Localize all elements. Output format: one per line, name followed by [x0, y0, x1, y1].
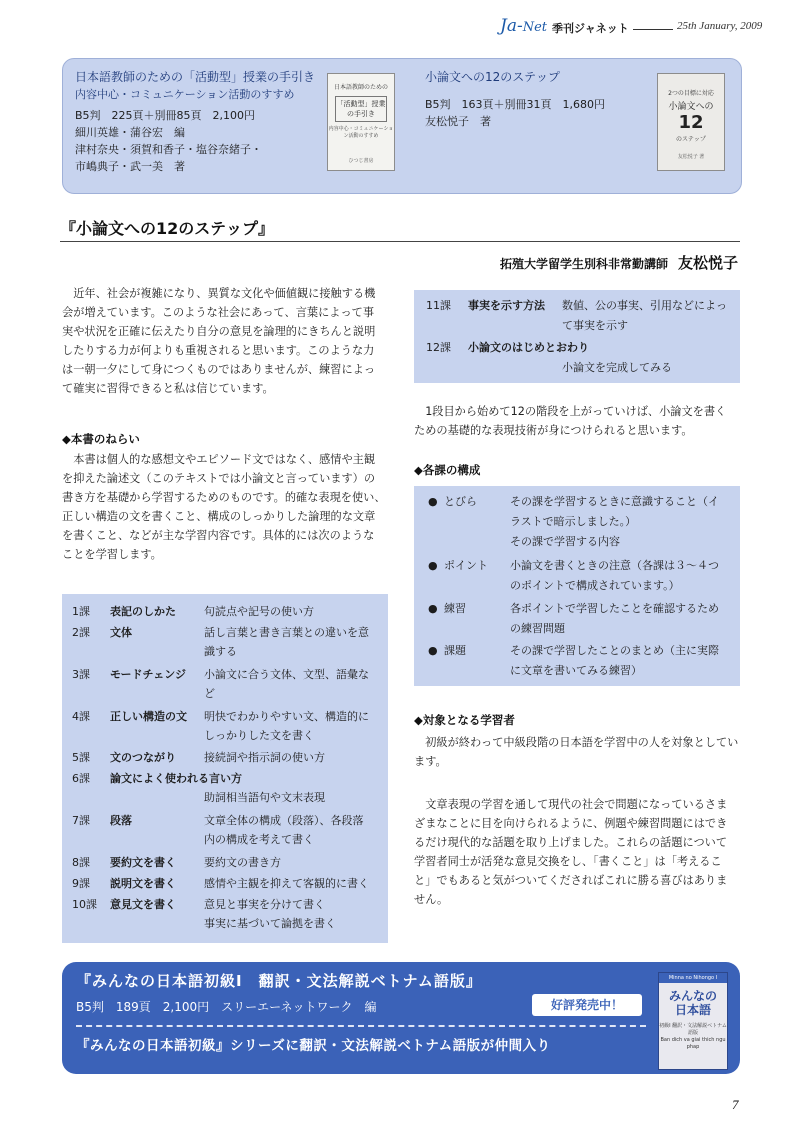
cover-c: 12: [678, 112, 704, 133]
author-affiliation: 拓殖大学留学生別科非常勤講師: [499, 257, 668, 271]
lesson-title: 論文によく使われる言い方: [110, 772, 242, 785]
steps-paragraph: [414, 402, 740, 440]
left-book-spec: B5判 225頁＋別冊85頁 2,100円: [75, 109, 256, 122]
lesson-number: 11課: [426, 299, 451, 312]
left-book-editors: 細川英雄・蒲谷宏 編: [75, 126, 185, 139]
closing-line: 文章表現の学習を通して現代の社会で問題になっているさま: [425, 798, 728, 811]
lesson-title: 事実を示す方法: [468, 299, 545, 312]
lesson-desc: 感情や主観を抑えて客観的に書く: [204, 877, 369, 890]
lesson-title: 小論文のはじめとおわり: [468, 341, 589, 354]
closing-line: ざまなことに目を向けられるように、例題や練習問題にはでき: [414, 817, 728, 830]
cover-b: 小論文への: [668, 102, 714, 112]
structure-desc: その課を学習するときに意識すること（イ ラストで暗示しました。） その課で学習する内容: [510, 495, 719, 548]
structure-label: とびら: [444, 495, 477, 508]
intro-line: 会が増えています。このような社会にあって、言葉によって事: [62, 306, 375, 319]
structure-label: 練習: [444, 602, 466, 615]
right-book-info: [425, 69, 605, 130]
lesson-desc: 明快でわかりやすい文、構造的に しっかりした文を書く: [204, 710, 369, 742]
steps-line: ための基礎的な表現技術が身につけられると思います。: [414, 424, 693, 437]
left-book-title: 日本語教師のための「活動型」授業の手引き: [75, 70, 316, 84]
left-book-info: [75, 69, 315, 175]
lesson-number: 5課: [72, 751, 90, 764]
lesson-number: 10課: [72, 898, 97, 911]
cover-a: 2つの目標に対応: [668, 90, 714, 97]
bullet-icon: ●: [428, 495, 438, 508]
header-rule: [633, 29, 673, 30]
lesson-title: 要約文を書く: [110, 856, 176, 869]
aim-line: を書くこと、などが主な学習内容です。具体的には次のような: [62, 529, 375, 542]
lesson-title: 文体: [110, 626, 132, 639]
lesson-number: 8課: [72, 856, 90, 869]
lesson-desc: 接続詞や指示詞の使い方: [204, 751, 325, 764]
lesson-number: 6課: [72, 772, 90, 785]
bullet-icon: ●: [428, 644, 438, 657]
book-info-box: [62, 58, 742, 194]
lesson-title: 表記のしかた: [110, 605, 176, 618]
closing-line: せん。: [414, 893, 449, 906]
lesson-title: 意見文を書く: [110, 898, 176, 911]
lessons-table: [62, 594, 388, 943]
article-title: 『小論文への12のステップ』: [60, 219, 274, 238]
closing-paragraph: [414, 795, 740, 909]
lesson-desc: 小論文を完成してみる: [562, 361, 672, 374]
now-on-sale-badge: 好評発売中！: [532, 994, 642, 1016]
left-book-authors-1: 津村奈央・須賀和香子・塩谷奈緒子・: [75, 143, 262, 156]
lesson-title: 正しい構造の文: [110, 710, 187, 723]
cover3-main: みんなの 日本語: [668, 989, 717, 1017]
lesson-number: 4課: [72, 710, 90, 723]
target-heading: ◆対象となる学習者: [414, 713, 515, 727]
issue-date: 25th January, 2009: [677, 20, 763, 32]
structure-desc: 各ポイントで学習したことを確認するため の練習問題: [510, 602, 719, 635]
lesson-number: 12課: [426, 341, 451, 354]
lesson-desc: 句読点や記号の使い方: [204, 605, 314, 618]
right-book-author: 友松悦子 著: [425, 115, 491, 128]
left-book-subtitle: 内容中心・コミュニケーション活動のすすめ: [75, 88, 295, 101]
structure-label: 課題: [444, 644, 466, 657]
cover-publisher: ひつじ書房: [348, 158, 374, 164]
lesson-desc: 文章全体の構成（段落）、各段落 内の構成を考えて書く: [204, 814, 364, 846]
title-rule: [60, 241, 740, 242]
aim-line: を抑えた論述文（このテキストでは小論文と言っています）の: [62, 472, 376, 485]
cover3-sub: 初級Ⅰ 翻訳・文法解説ベトナム語版 Ban dich va giai thich ngu phap: [659, 1023, 727, 1050]
closing-line: るだけ現代的な話題を取り上げました。これらの話題について: [414, 836, 728, 849]
author-name: 友松悦子: [677, 254, 738, 272]
aim-line: 本書は個人的な感想文やエピソード文ではなく、感情や主観: [73, 453, 376, 466]
lesson-title: モードチェンジ: [110, 668, 186, 681]
banner-divider: [76, 1025, 646, 1027]
aim-line: ことを学習します。: [62, 548, 162, 561]
lesson-title: 説明文を書く: [110, 877, 176, 890]
banner-tagline: 『みんなの日本語初級』シリーズに翻訳・文法解説ベトナム語版が仲間入り: [76, 1038, 551, 1054]
lesson-desc: 要約文の書き方: [204, 856, 281, 869]
lesson-desc: 助詞相当語句や文末表現: [204, 791, 325, 804]
lessons-continued-box: [414, 290, 740, 383]
intro-line: したりする力が何よりも重視されると思います。このような力: [62, 344, 375, 357]
lesson-desc: 話し言葉と書き言葉との違いを意 識する: [204, 626, 369, 658]
author-line: [500, 252, 738, 273]
right-book-spec: B5判 163頁＋別冊31頁 1,680円: [425, 98, 606, 111]
structure-box: [414, 486, 740, 686]
aim-line: 正しい構造の文を書くこと、構成のしっかりした論理的な文章: [62, 510, 376, 523]
lesson-title: 文のつながり: [110, 751, 176, 764]
lesson-desc: 意見と事実を分けて書く 事実に基づいて論拠を書く: [204, 898, 336, 930]
cover3-top: Minna no Nihongo I: [659, 973, 727, 983]
target-line: 初級が終わって中級段階の日本語を学習中の人を対象としてい: [425, 736, 739, 749]
lesson-number: 9課: [72, 877, 90, 890]
structure-label: ポイント: [444, 559, 488, 572]
aim-paragraph: [62, 450, 390, 564]
janet-logo: Ja-Net: [500, 16, 547, 36]
bullet-icon: ●: [428, 602, 438, 615]
steps-line: 1段目から始めて12の階段を上がっていけば、小論文を書く: [425, 405, 727, 418]
left-book-cover: [327, 73, 395, 171]
lesson-number: 1課: [72, 605, 90, 618]
bullet-icon: ●: [428, 559, 438, 572]
lesson-desc: 小論文に合う文体、文型、語彙な ど: [204, 668, 369, 700]
page-number: 7: [732, 1097, 739, 1112]
cover-main-text: 「活動型」授業の手引き: [335, 96, 387, 122]
magazine-name: 季刊ジャネット: [552, 22, 629, 35]
lesson-number: 7課: [72, 814, 90, 827]
lesson-desc: て事実を示す: [562, 319, 628, 332]
right-book-cover: [657, 73, 725, 171]
intro-line: て確実に習得できると私は信じています。: [62, 382, 274, 395]
right-book-title: 小論文への12のステップ: [425, 70, 561, 84]
structure-desc: その課で学習したことのまとめ（主に実際 に文章を書いてみる練習）: [510, 644, 719, 677]
aim-heading: ◆本書のねらい: [62, 432, 140, 446]
closing-line: と」でもあると気がついてくださればこれに勝る喜びはありま: [414, 874, 728, 887]
promo-banner: [62, 962, 740, 1074]
cover-sub-text: 内容中心・コミュニケーション活動のすすめ: [328, 126, 394, 139]
page-header: [0, 12, 800, 42]
banner-title: 『みんなの日本語初級Ⅰ 翻訳・文法解説ベトナム語版』: [76, 972, 482, 990]
left-book-authors-2: 市嶋典子・武一美 著: [75, 160, 185, 173]
lesson-title: 段落: [110, 814, 132, 827]
intro-line: は一朝一夕にして身につくものではありませんが、練習によっ: [62, 363, 376, 376]
banner-spec: B5判 189頁 2,100円 スリーエーネットワーク 編: [76, 1000, 377, 1014]
lesson-desc: 数値、公の事実、引用などによっ: [562, 299, 727, 312]
cover-top-text: 日本語教師のための: [333, 84, 388, 91]
cover-e: 友松悦子 著: [677, 154, 705, 160]
lesson-number: 2課: [72, 626, 90, 639]
aim-line: 書き方を基礎から学習するためのものです。的確な表現を使い、: [62, 491, 386, 504]
intro-line: 近年、社会が複雑になり、異質な文化や価値観に接触する機: [73, 287, 376, 300]
lesson-number: 3課: [72, 668, 90, 681]
closing-line: 学習者同士が活発な意見交換をし、「書くこと」は「考えるこ: [414, 855, 722, 868]
structure-heading: ◆各課の構成: [414, 463, 481, 477]
intro-paragraph: [62, 284, 390, 398]
structure-desc: 小論文を書くときの注意（各課は３～４つ のポイントで構成されています。）: [510, 559, 719, 592]
target-line: ます。: [414, 755, 447, 768]
cover-d: のステップ: [676, 136, 706, 143]
target-paragraph: [414, 733, 740, 771]
minna-book-cover: [658, 972, 728, 1070]
intro-line: 実や状況を正確に伝えたり自分の意見を論理的にきちんと説明: [62, 325, 376, 338]
